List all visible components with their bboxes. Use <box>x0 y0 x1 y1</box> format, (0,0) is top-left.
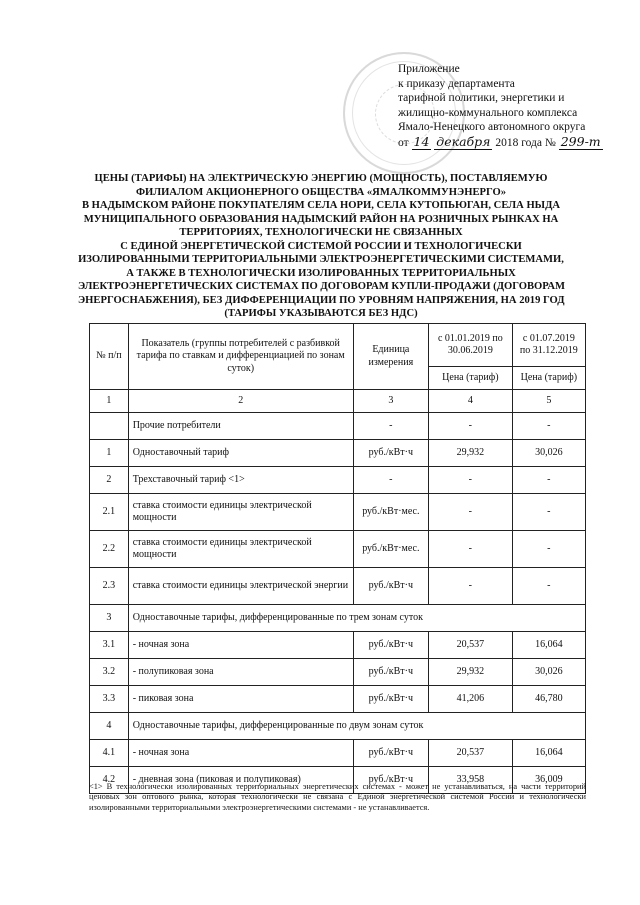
row-unit: руб./кВт·ч <box>353 568 428 605</box>
row-price-period-2: 46,780 <box>512 686 585 713</box>
tariff-table <box>89 323 586 794</box>
row-number <box>90 413 129 440</box>
title-line: А ТАКЖЕ В ТЕХНОЛОГИЧЕСКИ ИЗОЛИРОВАННЫХ ТЕРРИТОРИАЛЬНЫХ <box>126 267 516 279</box>
row-price-period-2: 36,009 <box>512 767 585 794</box>
table-row <box>90 659 586 686</box>
date-month: декабря <box>436 133 491 149</box>
table-row <box>90 632 586 659</box>
row-number: 4.1 <box>90 740 129 767</box>
row-price-period-1: 29,932 <box>429 440 513 467</box>
appendix-department-line-2: жилищно-коммунального комплекса <box>398 106 578 119</box>
table-row <box>90 605 586 632</box>
title-line: (ТАРИФЫ УКАЗЫВАЮТСЯ БЕЗ НДС) <box>224 308 418 319</box>
header-period-2: с 01.07.2019 по 31.12.2019 <box>512 324 585 367</box>
row-number: 2.3 <box>90 568 129 605</box>
row-price-period-2: 16,064 <box>512 632 585 659</box>
title-line: ТЕРРИТОРИЯХ, ТЕХНОЛОГИЧЕСКИ НЕ СВЯЗАННЫХ <box>179 227 463 238</box>
row-unit: руб./кВт·ч <box>353 686 428 713</box>
row-indicator: - ночная зона <box>128 632 353 659</box>
row-indicator: - дневная зона (пиковая и полупиковая) <box>128 767 353 794</box>
row-price-period-1: - <box>429 494 513 531</box>
table-header-row <box>90 324 586 367</box>
row-unit: руб./кВт·ч <box>353 659 428 686</box>
tariff-table-body <box>90 324 586 794</box>
row-price-period-1: - <box>429 413 513 440</box>
table-row <box>90 440 586 467</box>
appendix-approval-block <box>398 62 634 151</box>
row-unit: руб./кВт·мес. <box>353 494 428 531</box>
appendix-region-line: Ямало-Ненецкого автономного округа <box>398 121 586 134</box>
title-line: ЦЕНЫ (ТАРИФЫ) НА ЭЛЕКТРИЧЕСКУЮ ЭНЕРГИЮ (МОЩНОСТЬ), ПОСТАВЛЯЕМУЮ <box>94 173 548 184</box>
header-indicator: Показатель (группы потребителей с разбивкой тарифа по ставкам и дифференциацией по зонам суток) <box>128 324 353 390</box>
row-price-period-1: - <box>429 531 513 568</box>
row-unit: руб./кВт·ч <box>353 740 428 767</box>
row-number: 3.1 <box>90 632 129 659</box>
row-section-title: Одноставочные тарифы, дифференцированные по двум зонам суток <box>128 713 585 740</box>
header-unit: Единица измерения <box>353 324 428 390</box>
date-year: 2018 года № <box>495 136 556 149</box>
table-row <box>90 568 586 605</box>
title-line: ЭНЕРГОСНАБЖЕНИЯ), БЕЗ ДИФФЕРЕНЦИАЦИИ ПО УРОВНЯМ НАПРЯЖЕНИЯ, НА 2019 ГОД <box>78 294 565 306</box>
row-number: 1 <box>90 440 129 467</box>
row-unit: - <box>353 467 428 494</box>
appendix-label: Приложение <box>398 63 460 75</box>
table-row <box>90 686 586 713</box>
title-line: ИЗОЛИРОВАННЫМИ ТЕРРИТОРИАЛЬНЫМИ ЭЛЕКТРОЭНЕРГЕТИЧЕСКИМИ СИСТЕМАМИ, <box>78 254 564 265</box>
column-number: 4 <box>429 390 513 413</box>
row-price-period-2: - <box>512 413 585 440</box>
row-number: 2 <box>90 467 129 494</box>
row-price-period-2: - <box>512 568 585 605</box>
row-price-period-2: - <box>512 494 585 531</box>
row-indicator: - пиковая зона <box>128 686 353 713</box>
row-unit: руб./кВт·ч <box>353 632 428 659</box>
table-row <box>90 413 586 440</box>
title-line: ФИЛИАЛОМ АКЦИОНЕРНОГО ОБЩЕСТВА «ЯМАЛКОММУНЭНЕРГО» <box>135 186 507 198</box>
title-line: С ЕДИНОЙ ЭНЕРГЕТИЧЕСКОЙ СИСТЕМОЙ РОССИИ И ТЕХНОЛОГИЧЕСКИ <box>120 240 522 252</box>
row-price-period-2: 16,064 <box>512 740 585 767</box>
header-price-2: Цена (тариф) <box>512 367 585 390</box>
row-indicator: Прочие потребители <box>128 413 353 440</box>
row-price-period-1: - <box>429 467 513 494</box>
title-line: ЭЛЕКТРОЭНЕРГЕТИЧЕСКИХ СИСТЕМАХ ПО ДОГОВОРАМ КУПЛИ-ПРОДАЖИ (ДОГОВОРАМ <box>78 281 566 292</box>
row-section-title: Одноставочные тарифы, дифференцированные по трем зонам суток <box>128 605 585 632</box>
column-number: 1 <box>90 390 129 413</box>
row-number: 4.2 <box>90 767 129 794</box>
row-unit: руб./кВт·ч <box>353 440 428 467</box>
row-price-period-1: 20,537 <box>429 632 513 659</box>
table-row <box>90 467 586 494</box>
title-line: В НАДЫМСКОМ РАЙОНЕ ПОКУПАТЕЛЯМ СЕЛА НОРИ, СЕЛА КУТОПЬЮГАН, СЕЛА НЫДА <box>81 200 561 211</box>
row-price-period-1: 20,537 <box>429 740 513 767</box>
row-price-period-2: 30,026 <box>512 440 585 467</box>
row-price-period-2: 30,026 <box>512 659 585 686</box>
row-number: 2.1 <box>90 494 129 531</box>
row-number: 3.3 <box>90 686 129 713</box>
column-number: 2 <box>128 390 353 413</box>
row-indicator: ставка стоимости единицы электрической мощности <box>128 531 353 568</box>
row-indicator: ставка стоимости единицы электрической энергии <box>128 568 353 605</box>
table-row <box>90 531 586 568</box>
appendix-date-line <box>398 135 634 151</box>
appendix-order-line: к приказу департамента <box>398 77 515 90</box>
row-unit: руб./кВт·мес. <box>353 531 428 568</box>
row-indicator: - полупиковая зона <box>128 659 353 686</box>
date-prefix: от <box>398 136 409 149</box>
column-number: 3 <box>353 390 428 413</box>
row-indicator: - ночная зона <box>128 740 353 767</box>
row-price-period-1: 41,206 <box>429 686 513 713</box>
row-price-period-1: 33,958 <box>429 767 513 794</box>
row-indicator: Одноставочный тариф <box>128 440 353 467</box>
row-number: 2.2 <box>90 531 129 568</box>
row-unit: - <box>353 413 428 440</box>
row-number: 3 <box>90 605 129 632</box>
date-day: 14 <box>413 133 430 149</box>
row-price-period-1: 29,932 <box>429 659 513 686</box>
row-indicator: Трехставочный тариф <1> <box>128 467 353 494</box>
header-period-1: с 01.01.2019 по 30.06.2019 <box>429 324 513 367</box>
table-row <box>90 494 586 531</box>
column-number-row <box>90 390 586 413</box>
row-indicator: ставка стоимости единицы электрической мощности <box>128 494 353 531</box>
row-unit: руб./кВт·ч <box>353 767 428 794</box>
row-number: 3.2 <box>90 659 129 686</box>
appendix-department-line-1: тарифной политики, энергетики и <box>398 92 565 105</box>
row-price-period-2: - <box>512 531 585 568</box>
table-row <box>90 740 586 767</box>
row-number: 4 <box>90 713 129 740</box>
row-price-period-1: - <box>429 568 513 605</box>
header-number: № п/п <box>90 324 129 390</box>
table-row <box>90 713 586 740</box>
title-line: МУНИЦИПАЛЬНОГО ОБРАЗОВАНИЯ НАДЫМСКИЙ РАЙОН НА РОЗНИЧНЫХ РЫНКАХ НА <box>83 213 559 225</box>
header-price-1: Цена (тариф) <box>429 367 513 390</box>
footnote: <1> В технологически изолированных территориальных энергетических системах - может не устанавливаться, на части территорий ценовых зон оптового рынка, которая технологически не связана с Единой энергетической системой России и технологически изолированными территориальными электроэнергетическими системами - не устанавливается. <box>89 782 586 812</box>
column-number: 5 <box>512 390 585 413</box>
document-number: 299-т <box>560 133 601 149</box>
row-price-period-2: - <box>512 467 585 494</box>
document-title <box>78 172 564 321</box>
